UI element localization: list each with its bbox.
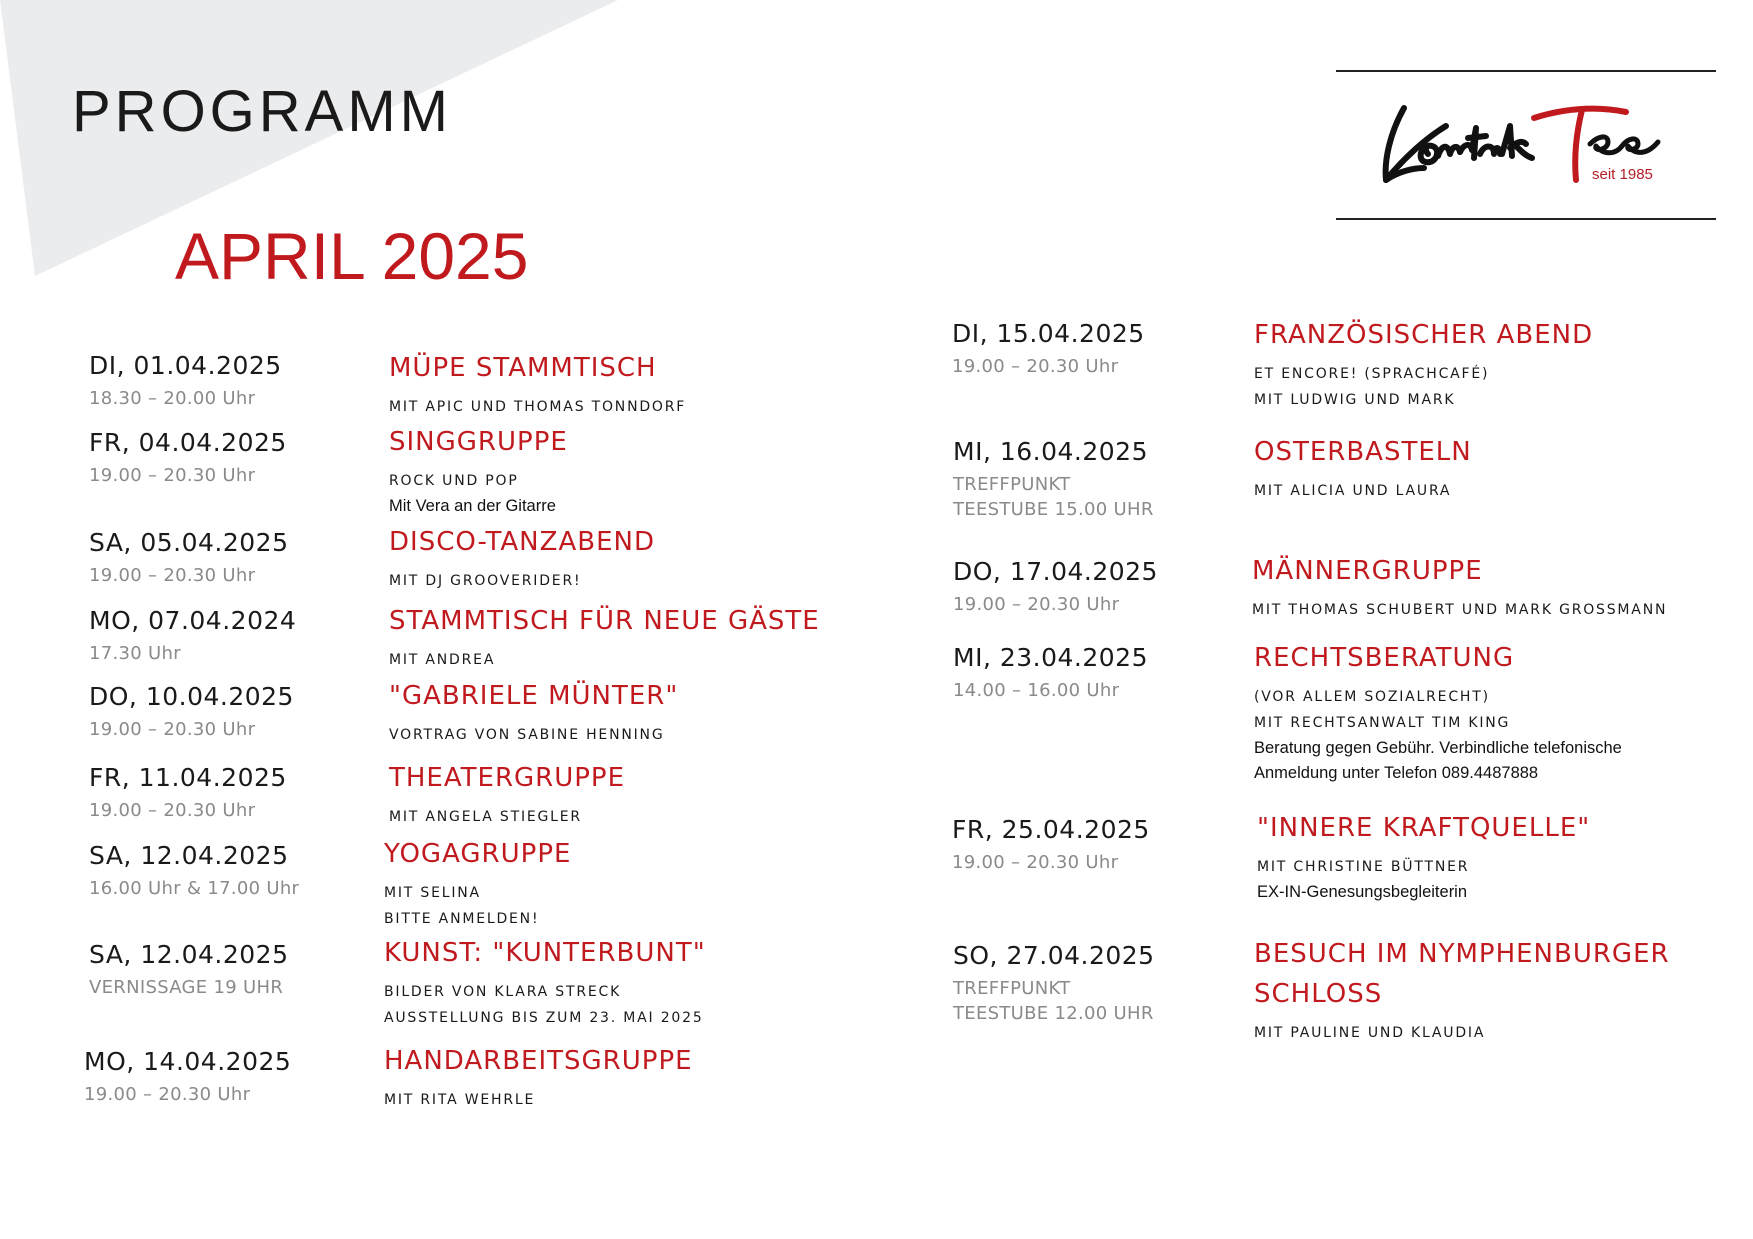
event-date: FR, 11.04.2025: [89, 763, 287, 792]
event-detail-line: BILDER VON KLARA STRECK: [384, 984, 622, 1000]
event-detail-line: MIT THOMAS SCHUBERT UND MARK GROSSMANN: [1252, 602, 1668, 618]
event-info-block: [389, 348, 686, 420]
event-detail-line: AUSSTELLUNG BIS ZUM 23. MAI 2025: [384, 1010, 704, 1026]
event-detail-line: MIT SELINA: [384, 885, 481, 901]
event-note: Anmeldung unter Telefon 089.4487888: [1254, 764, 1539, 782]
event-title: RECHTSBERATUNG: [1254, 643, 1515, 673]
event-title: STAMMTISCH FÜR NEUE GÄSTE: [389, 606, 820, 636]
event-title: DISCO-TANZABEND: [389, 527, 655, 557]
event-time: [953, 592, 1158, 617]
month-title: APRIL 2025: [175, 219, 529, 293]
event-detail-line: (VOR ALLEM SOZIALRECHT): [1254, 689, 1490, 705]
event-details: [389, 722, 678, 748]
event-details: [389, 394, 686, 420]
event-info-block: [384, 1041, 693, 1113]
event-date: SO, 27.04.2025: [953, 941, 1155, 970]
event-time: [953, 678, 1148, 703]
event-details: [389, 468, 568, 494]
event-date-block: [953, 557, 1158, 617]
event-title: KUNST: "KUNTERBUNT": [384, 938, 706, 968]
event-detail-line: MIT ALICIA UND LAURA: [1254, 483, 1452, 499]
event-title: BESUCH IM NYMPHENBURGER: [1254, 939, 1670, 969]
event-title: SINGGRUPPE: [389, 427, 568, 457]
event-title: OSTERBASTELN: [1254, 437, 1472, 467]
event-time-line: 19.00 – 20.30 Uhr: [84, 1084, 251, 1105]
event-time-line: 17.30 Uhr: [89, 643, 181, 664]
event-time-line: 18.30 – 20.00 Uhr: [89, 388, 256, 409]
event-date: MO, 07.04.2024: [89, 606, 297, 635]
event-detail-line: MIT ANDREA: [389, 652, 496, 668]
event-date-block: [89, 763, 287, 823]
event-date-block: [953, 941, 1155, 1026]
event-date: MI, 16.04.2025: [953, 437, 1148, 466]
event-time: [89, 641, 296, 666]
event-note: EX-IN-Genesungsbegleiterin: [1257, 883, 1468, 901]
event-date-block: [952, 815, 1150, 875]
event-details: [1257, 854, 1590, 880]
event-details: [1252, 597, 1667, 623]
event-date: DO, 17.04.2025: [953, 557, 1158, 586]
event-time-line: 19.00 – 20.30 Uhr: [952, 356, 1119, 377]
event-details: [1254, 478, 1472, 504]
event-details: [1254, 1020, 1670, 1046]
event-info-block: [384, 933, 706, 1031]
event-time-line: TEESTUBE 12.00 UHR: [953, 1003, 1154, 1024]
event-time-line: TREFFPUNKT: [953, 978, 1071, 999]
event-detail-line: MIT CHRISTINE BÜTTNER: [1257, 859, 1470, 875]
event-date-block: [84, 1047, 291, 1107]
event-detail-line: MIT RECHTSANWALT TIM KING: [1254, 715, 1511, 731]
event-date-block: [89, 682, 294, 742]
event-detail-line: BITTE ANMELDEN!: [384, 911, 540, 927]
event-details: [384, 1087, 693, 1113]
event-time-line: 19.00 – 20.30 Uhr: [89, 565, 256, 586]
event-time: [89, 975, 288, 1000]
event-info-block: [1252, 551, 1667, 623]
logo-top-line: [1336, 70, 1716, 72]
event-info-block: [1254, 934, 1670, 1046]
event-time: [89, 717, 294, 742]
event-info-block: [1254, 315, 1593, 413]
event-details: [1254, 684, 1622, 736]
event-time-line: TEESTUBE 15.00 UHR: [953, 499, 1154, 520]
event-time: [89, 386, 282, 411]
event-details: [389, 647, 820, 673]
event-date-block: [953, 643, 1148, 703]
event-info-block: [389, 676, 678, 748]
event-time-line: VERNISSAGE 19 UHR: [89, 977, 284, 998]
page-heading: PROGRAMM: [72, 79, 452, 144]
event-time-line: 19.00 – 20.30 Uhr: [952, 852, 1119, 873]
event-detail-line: ROCK UND POP: [389, 473, 519, 489]
event-detail-line: MIT ANGELA STIEGLER: [389, 809, 582, 825]
event-time-line: 19.00 – 20.30 Uhr: [89, 800, 256, 821]
event-date-block: [89, 841, 299, 901]
event-info-block: [1254, 432, 1472, 504]
event-date-block: [89, 428, 287, 488]
event-detail-line: MIT PAULINE UND KLAUDIA: [1254, 1025, 1486, 1041]
event-time: [953, 976, 1155, 1026]
event-info-block: [389, 601, 820, 673]
event-details: [384, 880, 571, 932]
event-note: Beratung gegen Gebühr. Verbindliche telefonische: [1254, 739, 1622, 757]
logo-bottom-line: [1336, 218, 1716, 220]
event-title: "INNERE KRAFTQUELLE": [1257, 813, 1591, 843]
logo-tagline: seit 1985: [1592, 166, 1653, 183]
event-date: DO, 10.04.2025: [89, 682, 294, 711]
event-title: FRANZÖSISCHER ABEND: [1254, 320, 1594, 350]
event-detail-line: VORTRAG VON SABINE HENNING: [389, 727, 665, 743]
event-time: [89, 798, 287, 823]
event-date: SA, 05.04.2025: [89, 528, 289, 557]
event-title: MÄNNERGRUPPE: [1252, 556, 1483, 586]
event-detail-line: MIT RITA WEHRLE: [384, 1092, 536, 1108]
event-detail-line: MIT DJ GROOVERIDER!: [389, 573, 582, 589]
event-info-block: [1254, 638, 1622, 786]
event-info-block: [1257, 808, 1590, 905]
event-info-block: [384, 834, 571, 932]
event-time-line: 16.00 Uhr & 17.00 Uhr: [89, 878, 300, 899]
event-date: SA, 12.04.2025: [89, 940, 289, 969]
event-details: [389, 804, 625, 830]
event-date-block: [89, 351, 282, 411]
event-date-block: [952, 319, 1145, 379]
event-date-block: [953, 437, 1154, 522]
event-date-block: [89, 606, 296, 666]
event-time: [89, 463, 287, 488]
event-time-line: 19.00 – 20.30 Uhr: [89, 465, 256, 486]
event-details: [389, 568, 655, 594]
event-time: [89, 876, 299, 901]
event-date: DI, 01.04.2025: [89, 351, 282, 380]
kontakttee-logo: [1336, 70, 1716, 220]
event-time: [952, 354, 1145, 379]
event-date: DI, 15.04.2025: [952, 319, 1145, 348]
event-info-block: [389, 422, 568, 519]
event-details: [1254, 361, 1593, 413]
event-time-line: 19.00 – 20.30 Uhr: [953, 594, 1120, 615]
event-date: MO, 14.04.2025: [84, 1047, 292, 1076]
event-info-block: [389, 758, 625, 830]
event-info-block: [389, 522, 655, 594]
event-time-line: TREFFPUNKT: [953, 474, 1071, 495]
event-time-line: 14.00 – 16.00 Uhr: [953, 680, 1120, 701]
event-date-block: [89, 528, 288, 588]
event-time: [89, 563, 288, 588]
event-title-line2: SCHLOSS: [1254, 979, 1383, 1009]
event-detail-line: MIT APIC UND THOMAS TONNDORF: [389, 399, 687, 415]
event-time: [952, 850, 1150, 875]
event-title: "GABRIELE MÜNTER": [389, 681, 679, 711]
event-date: FR, 25.04.2025: [952, 815, 1150, 844]
event-title: YOGAGRUPPE: [384, 839, 572, 869]
event-date-block: [89, 940, 288, 1000]
event-detail-line: ET ENCORE! (SPRACHCAFÉ): [1254, 366, 1490, 382]
event-time-line: 19.00 – 20.30 Uhr: [89, 719, 256, 740]
event-title: THEATERGRUPPE: [389, 763, 626, 793]
event-time: [953, 472, 1154, 522]
event-note: Mit Vera an der Gitarre: [389, 497, 556, 515]
event-title: HANDARBEITSGRUPPE: [384, 1046, 693, 1076]
event-date: SA, 12.04.2025: [89, 841, 289, 870]
event-time: [84, 1082, 291, 1107]
event-date: FR, 04.04.2025: [89, 428, 287, 457]
event-detail-line: MIT LUDWIG UND MARK: [1254, 392, 1456, 408]
event-details: [384, 979, 706, 1031]
event-title: MÜPE STAMMTISCH: [389, 353, 657, 383]
event-date: MI, 23.04.2025: [953, 643, 1148, 672]
